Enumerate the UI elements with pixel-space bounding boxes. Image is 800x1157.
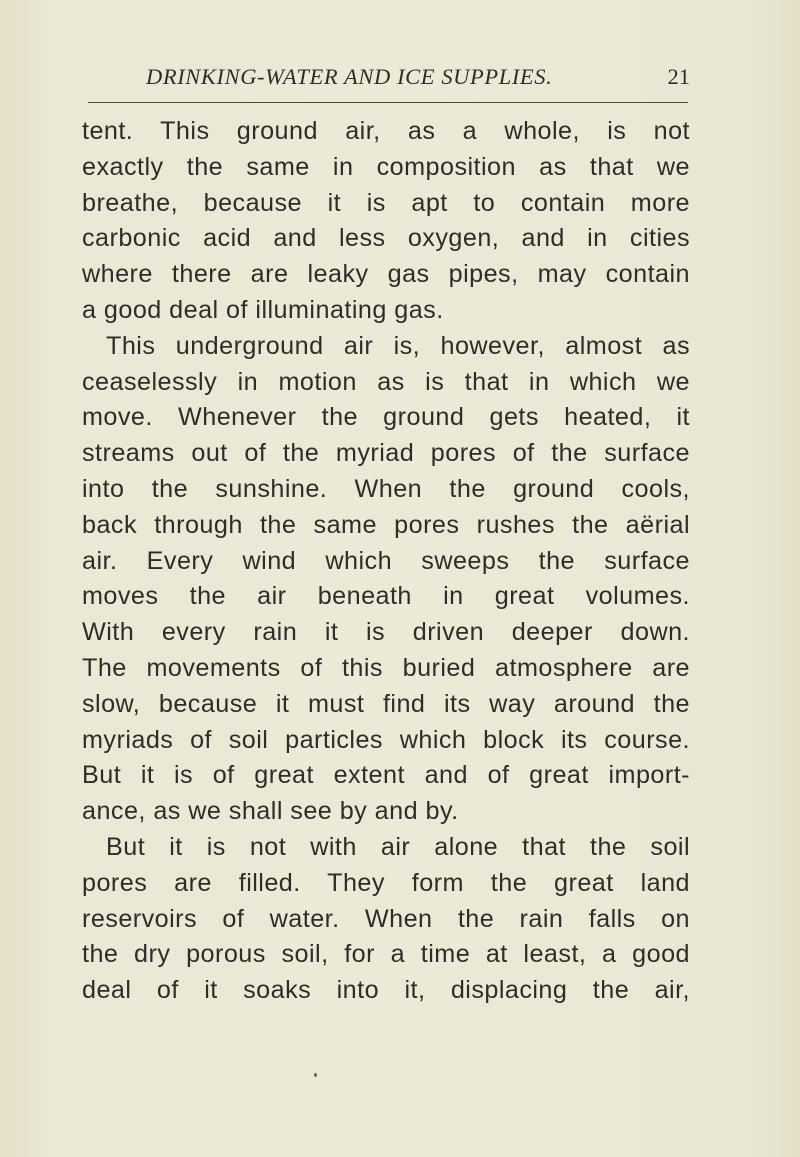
text-line: the dry porous soil, for a time at least, a good (82, 940, 690, 969)
text-line: With every rain it is driven deeper down. (82, 618, 690, 647)
text-line: exactly the same in composition as that we (82, 152, 690, 181)
text-line: slow, because it must find its way around the (82, 689, 690, 718)
text-line: back through the same pores rushes the aërial (82, 510, 690, 539)
running-head (88, 62, 690, 94)
paragraph-end-line: ance, as we shall see by and by. (82, 797, 459, 826)
text-line: ceaselessly in motion as is that in which we (82, 367, 690, 396)
text-line: breathe, because it is apt to contain more (82, 188, 690, 217)
running-title: DRINKING-WATER AND ICE SUPPLIES. (146, 64, 553, 89)
text-line: myriads of soil particles which block its course. (82, 725, 690, 754)
text-line: where there are leaky gas pipes, may contain (82, 260, 690, 289)
text-line: But it is of great extent and of great import- (82, 761, 690, 790)
header-rule (88, 102, 688, 103)
text-line: pores are filled. They form the great land (82, 868, 690, 897)
paragraph-end-line: a good deal of illuminating gas. (82, 295, 444, 324)
text-line: The movements of this buried atmosphere are (82, 653, 690, 682)
body-text (82, 114, 690, 1009)
text-line: carbonic acid and less oxygen, and in cities (82, 224, 690, 253)
text-line: into the sunshine. When the ground cools, (82, 474, 690, 503)
page-number: 21 (667, 64, 690, 89)
text-line: move. Whenever the ground gets heated, it (82, 403, 690, 432)
text-line: tent. This ground air, as a whole, is not (82, 117, 690, 145)
text-line: streams out of the myriad pores of the surface (82, 439, 690, 468)
text-line: moves the air beneath in great volumes. (82, 582, 690, 611)
text-line: air. Every wind which sweeps the surface (82, 546, 690, 575)
paragraph-start-line: This underground air is, however, almost as (106, 331, 690, 360)
text-line: deal of it soaks into it, displacing the air, (82, 976, 690, 1005)
text-line: reservoirs of water. When the rain falls on (82, 904, 690, 933)
paper-speck (314, 1073, 317, 1077)
paragraph-start-line: But it is not with air alone that the soil (106, 832, 690, 861)
